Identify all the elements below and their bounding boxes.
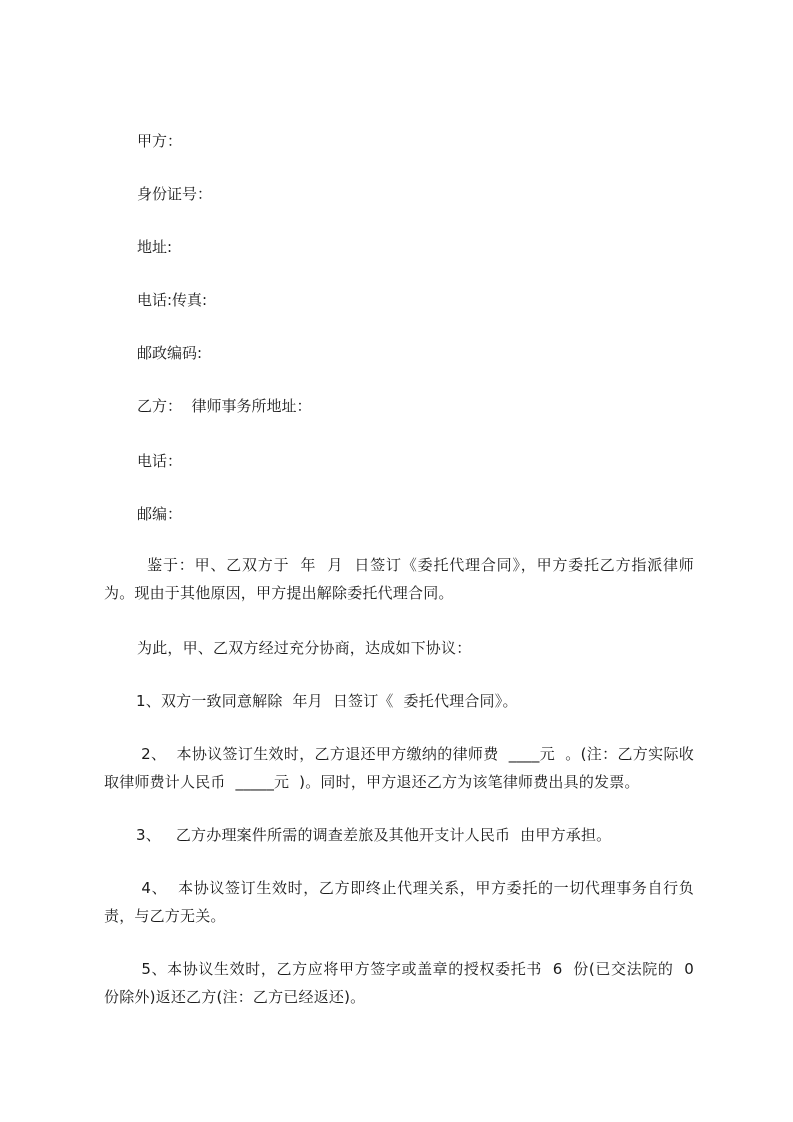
clause-3: 3、 乙方办理案件所需的调查差旅及其他开支计人民币 由甲方承担。 [136,826,612,844]
party-a-address: 地址: [137,238,173,256]
party-a-postal-code: 邮政编码: [137,344,203,362]
party-b-phone: 电话： [137,452,183,470]
party-a-phone-fax: 电话:传真: [137,291,208,309]
clause-5: 5、本协议生效时，乙方应将甲方签字或盖章的授权委托书 6 份(已交法院的 0 份除外)返还乙方(注：乙方已经返还)。 [104,960,704,1006]
party-b-postal-code: 邮编： [137,505,183,523]
recital-paragraph: 鉴于：甲、乙双方于 年 月 日签订《委托代理合同》，甲方委托乙方指派律师为。现由于其他原因，甲方提出解除委托代理合同。 [104,556,695,602]
clause-2: 2、 本协议签订生效时，乙方退还甲方缴纳的律师费 ____元 。(注：乙方实际收取律师费计人民币 _____元 )。同时，甲方退还乙方为该笔律师费出具的发票。 [104,745,695,791]
clause-1: 1、双方一致同意解除 年月 日签订《 委托代理合同》。 [136,692,518,710]
party-a-id-number: 身份证号： [137,185,213,203]
party-b-label: 乙方： 律师事务所地址： [137,397,312,415]
party-a-label: 甲方： [137,132,183,150]
clause-4: 4、 本协议签订生效时，乙方即终止代理关系，甲方委托的一切代理事务自行负责，与乙方无关。 [104,879,695,925]
agreement-intro: 为此，甲、乙双方经过充分协商，达成如下协议： [137,639,472,657]
